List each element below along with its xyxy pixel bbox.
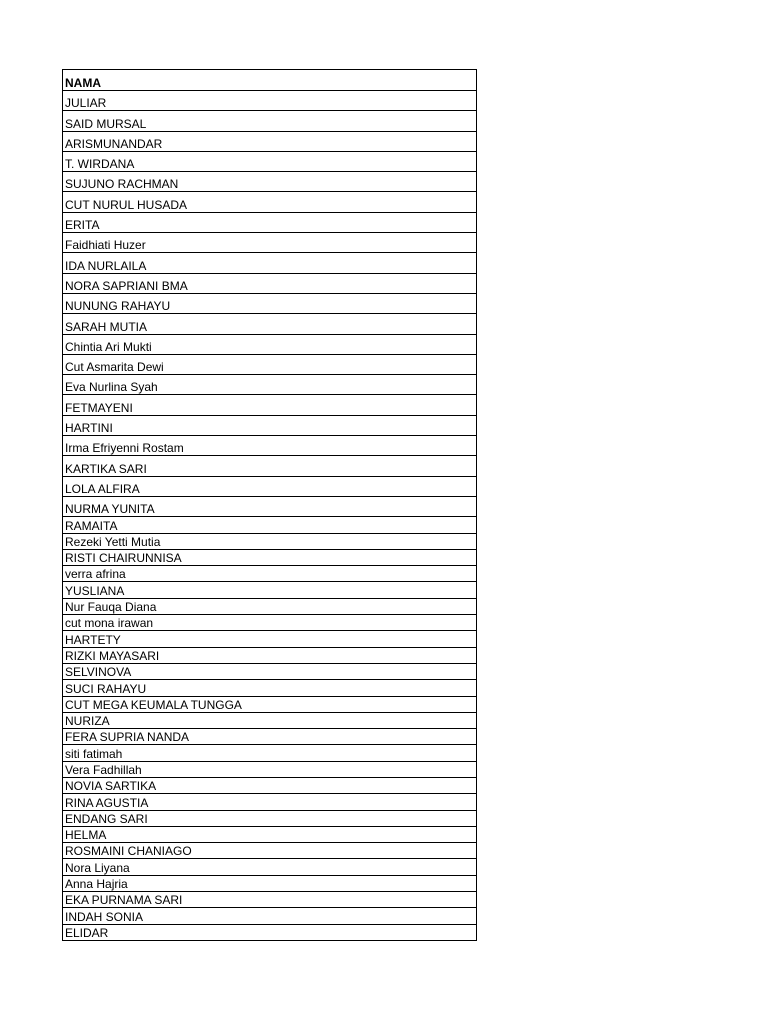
- table-row: [63, 663, 477, 679]
- name-cell: FERA SUPRIA NANDA: [63, 729, 477, 745]
- table-row: [63, 745, 477, 761]
- table-row: [63, 533, 477, 549]
- table-row: [63, 334, 477, 354]
- table-row: [63, 456, 477, 476]
- name-cell: Chintia Ari Mukti: [63, 334, 477, 354]
- name-cell: ARISMUNANDAR: [63, 131, 477, 151]
- table-row: [63, 91, 477, 111]
- name-cell: HARTINI: [63, 415, 477, 435]
- table-row: [63, 233, 477, 253]
- table-row: [63, 582, 477, 598]
- table-row: [63, 777, 477, 793]
- table-row: [63, 859, 477, 875]
- name-cell: Faidhiati Huzer: [63, 233, 477, 253]
- name-cell: Irma Efriyenni Rostam: [63, 436, 477, 456]
- name-cell: NURMA YUNITA: [63, 496, 477, 516]
- table-row: [63, 111, 477, 131]
- table-row: [63, 354, 477, 374]
- name-cell: T. WIRDANA: [63, 151, 477, 171]
- table-row: [63, 875, 477, 891]
- table-row: [63, 375, 477, 395]
- column-header-nama: NAMA: [63, 70, 477, 91]
- table-row: [63, 761, 477, 777]
- table-row: [63, 924, 477, 940]
- table-row: [63, 908, 477, 924]
- table-row: [63, 729, 477, 745]
- name-cell: NUNUNG RAHAYU: [63, 293, 477, 313]
- table-row: [63, 843, 477, 859]
- name-cell: SUJUNO RACHMAN: [63, 172, 477, 192]
- table-row: [63, 517, 477, 533]
- name-cell: SELVINOVA: [63, 663, 477, 679]
- table-row: [63, 680, 477, 696]
- name-cell: ELIDAR: [63, 924, 477, 940]
- name-cell: LOLA ALFIRA: [63, 476, 477, 496]
- header-row: [63, 70, 477, 91]
- name-cell: verra afrina: [63, 566, 477, 582]
- table-row: [63, 273, 477, 293]
- table-row: [63, 293, 477, 313]
- table-row: [63, 826, 477, 842]
- table-row: [63, 395, 477, 415]
- table-row: [63, 598, 477, 614]
- name-cell: ERITA: [63, 212, 477, 232]
- name-cell: cut mona irawan: [63, 615, 477, 631]
- table-row: [63, 696, 477, 712]
- name-cell: ENDANG SARI: [63, 810, 477, 826]
- name-cell: ROSMAINI CHANIAGO: [63, 843, 477, 859]
- name-cell: Cut Asmarita Dewi: [63, 354, 477, 374]
- name-cell: CUT MEGA KEUMALA TUNGGA: [63, 696, 477, 712]
- name-table: [62, 69, 477, 941]
- name-cell: CUT NURUL HUSADA: [63, 192, 477, 212]
- table-row: [63, 192, 477, 212]
- table-row: [63, 314, 477, 334]
- name-cell: NURIZA: [63, 712, 477, 728]
- table-row: [63, 476, 477, 496]
- name-cell: YUSLIANA: [63, 582, 477, 598]
- name-cell: RINA AGUSTIA: [63, 794, 477, 810]
- name-cell: Vera Fadhillah: [63, 761, 477, 777]
- table-row: [63, 131, 477, 151]
- name-cell: HELMA: [63, 826, 477, 842]
- table-row: [63, 615, 477, 631]
- name-cell: RAMAITA: [63, 517, 477, 533]
- table-row: [63, 566, 477, 582]
- name-cell: Nora Liyana: [63, 859, 477, 875]
- name-cell: HARTETY: [63, 631, 477, 647]
- name-cell: Rezeki Yetti Mutia: [63, 533, 477, 549]
- name-cell: SUCI RAHAYU: [63, 680, 477, 696]
- table-row: [63, 647, 477, 663]
- table-row: [63, 794, 477, 810]
- table-row: [63, 151, 477, 171]
- table-row: [63, 212, 477, 232]
- table-row: [63, 549, 477, 565]
- name-cell: KARTIKA SARI: [63, 456, 477, 476]
- table-row: [63, 712, 477, 728]
- table-row: [63, 415, 477, 435]
- name-cell: SAID MURSAL: [63, 111, 477, 131]
- table-row: [63, 436, 477, 456]
- name-cell: IDA NURLAILA: [63, 253, 477, 273]
- name-cell: Anna Hajria: [63, 875, 477, 891]
- table-row: [63, 496, 477, 516]
- name-cell: Nur Fauqa Diana: [63, 598, 477, 614]
- name-cell: JULIAR: [63, 91, 477, 111]
- name-cell: FETMAYENI: [63, 395, 477, 415]
- name-cell: Eva Nurlina Syah: [63, 375, 477, 395]
- table-body: [63, 91, 477, 941]
- table-row: [63, 810, 477, 826]
- table-row: [63, 172, 477, 192]
- name-cell: EKA PURNAMA SARI: [63, 892, 477, 908]
- table-row: [63, 631, 477, 647]
- name-cell: NOVIA SARTIKA: [63, 777, 477, 793]
- table-row: [63, 892, 477, 908]
- name-cell: INDAH SONIA: [63, 908, 477, 924]
- table-row: [63, 253, 477, 273]
- name-cell: siti fatimah: [63, 745, 477, 761]
- name-cell: NORA SAPRIANI BMA: [63, 273, 477, 293]
- name-cell: RISTI CHAIRUNNISA: [63, 549, 477, 565]
- name-cell: RIZKI MAYASARI: [63, 647, 477, 663]
- name-cell: SARAH MUTIA: [63, 314, 477, 334]
